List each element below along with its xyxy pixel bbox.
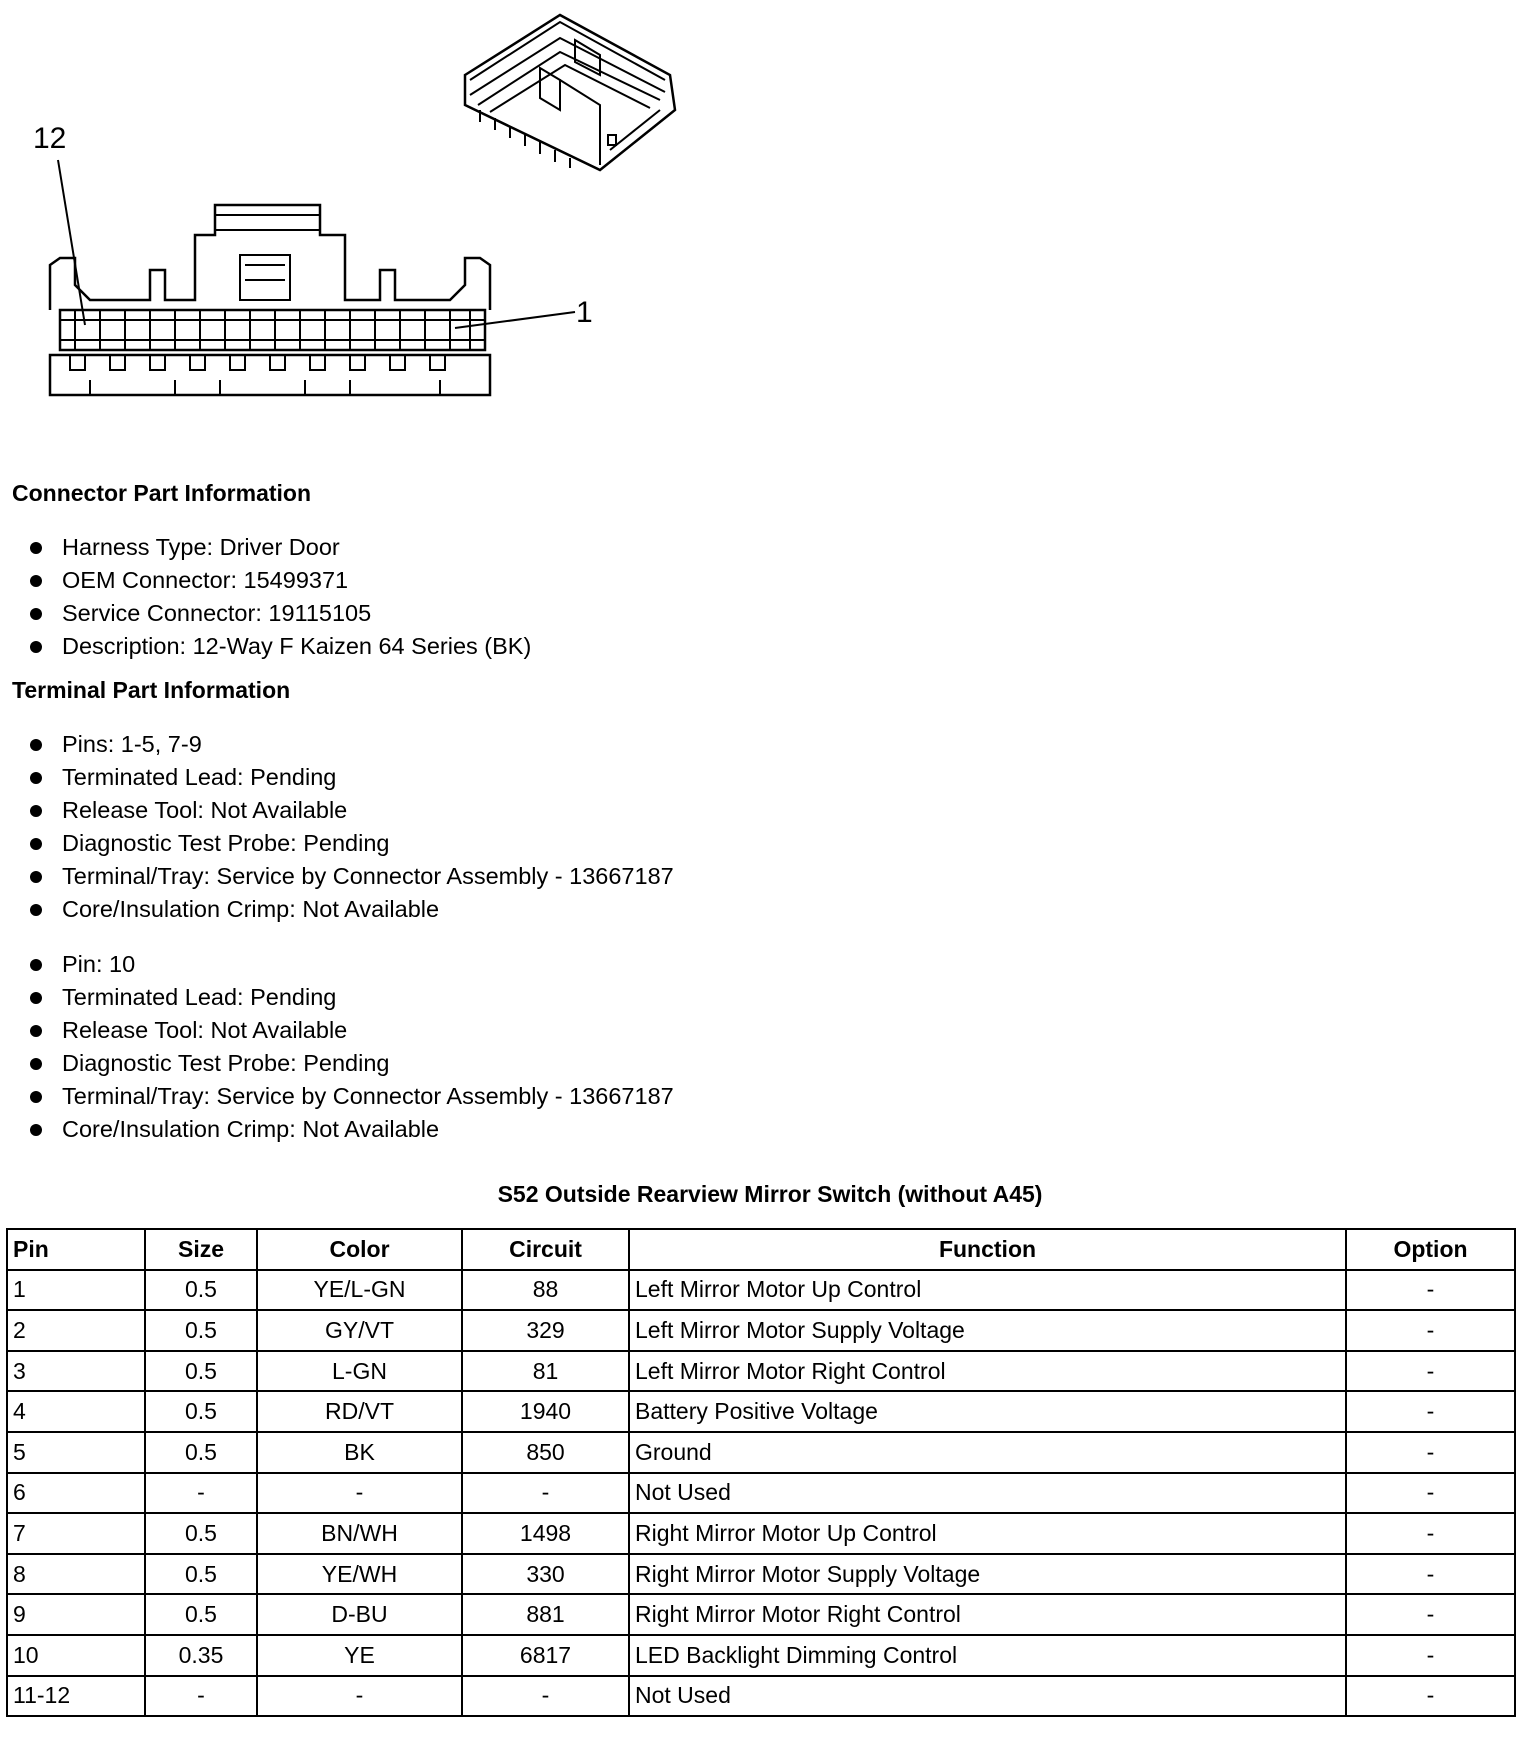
column-header-circuit: Circuit [462, 1229, 629, 1270]
connector-diagram [0, 0, 760, 420]
column-header-color: Color [257, 1229, 462, 1270]
list-item: Service Connector: 19115105 [28, 597, 531, 630]
table-row [7, 1351, 1515, 1392]
list-item: Terminal/Tray: Service by Connector Assembly - 13667187 [28, 1080, 674, 1113]
list-item: Pin: 10 [28, 948, 674, 981]
cell-function: Right Mirror Motor Up Control [629, 1513, 1346, 1554]
cell-circuit: 6817 [462, 1635, 629, 1676]
cell-option: - [1346, 1270, 1515, 1311]
list-item: OEM Connector: 15499371 [28, 564, 531, 597]
cell-pin: 2 [7, 1310, 145, 1351]
connector-info-list [28, 531, 531, 663]
cell-option: - [1346, 1554, 1515, 1595]
cell-size: 0.5 [145, 1270, 257, 1311]
cell-color: BN/WH [257, 1513, 462, 1554]
cell-option: - [1346, 1594, 1515, 1635]
cell-function: Left Mirror Motor Up Control [629, 1270, 1346, 1311]
callout-pin-1: 1 [576, 296, 593, 329]
cell-circuit: 850 [462, 1432, 629, 1473]
cell-option: - [1346, 1391, 1515, 1432]
list-item: Core/Insulation Crimp: Not Available [28, 1113, 674, 1146]
cell-option: - [1346, 1513, 1515, 1554]
cell-size: 0.5 [145, 1310, 257, 1351]
cell-circuit: 329 [462, 1310, 629, 1351]
cell-circuit: - [462, 1473, 629, 1514]
cell-size: - [145, 1473, 257, 1514]
cell-function: LED Backlight Dimming Control [629, 1635, 1346, 1676]
cell-pin: 8 [7, 1554, 145, 1595]
pinout-table [6, 1228, 1516, 1717]
cell-option: - [1346, 1676, 1515, 1717]
table-row [7, 1473, 1515, 1514]
list-item: Terminated Lead: Pending [28, 761, 674, 794]
cell-function: Right Mirror Motor Right Control [629, 1594, 1346, 1635]
cell-size: 0.5 [145, 1594, 257, 1635]
cell-color: - [257, 1473, 462, 1514]
cell-circuit: 88 [462, 1270, 629, 1311]
table-row [7, 1310, 1515, 1351]
cell-size: 0.5 [145, 1351, 257, 1392]
list-item: Terminated Lead: Pending [28, 981, 674, 1014]
cell-function: Ground [629, 1432, 1346, 1473]
list-item: Harness Type: Driver Door [28, 531, 531, 564]
table-title: S52 Outside Rearview Mirror Switch (without A45) [497, 1181, 1043, 1207]
list-item: Core/Insulation Crimp: Not Available [28, 893, 674, 926]
table-row [7, 1594, 1515, 1635]
cell-function: Not Used [629, 1676, 1346, 1717]
cell-pin: 9 [7, 1594, 145, 1635]
cell-color: RD/VT [257, 1391, 462, 1432]
connector-isometric-view [465, 15, 675, 170]
terminal-info-list-2 [28, 948, 674, 1146]
cell-circuit: 1498 [462, 1513, 629, 1554]
table-row [7, 1513, 1515, 1554]
table-row [7, 1554, 1515, 1595]
cell-size: - [145, 1676, 257, 1717]
list-item: Release Tool: Not Available [28, 1014, 674, 1047]
cell-color: YE [257, 1635, 462, 1676]
cell-option: - [1346, 1432, 1515, 1473]
cell-color: - [257, 1676, 462, 1717]
cell-function: Left Mirror Motor Supply Voltage [629, 1310, 1346, 1351]
cell-option: - [1346, 1635, 1515, 1676]
cell-color: D-BU [257, 1594, 462, 1635]
cell-size: 0.5 [145, 1391, 257, 1432]
cell-pin: 11-12 [7, 1676, 145, 1717]
column-header-size: Size [145, 1229, 257, 1270]
cell-color: L-GN [257, 1351, 462, 1392]
cell-size: 0.5 [145, 1554, 257, 1595]
cell-circuit: - [462, 1676, 629, 1717]
list-item: Diagnostic Test Probe: Pending [28, 1047, 674, 1080]
cell-circuit: 330 [462, 1554, 629, 1595]
cell-option: - [1346, 1351, 1515, 1392]
cell-circuit: 1940 [462, 1391, 629, 1432]
cell-pin: 10 [7, 1635, 145, 1676]
table-row [7, 1676, 1515, 1717]
terminal-info-list-1 [28, 728, 674, 926]
list-item: Terminal/Tray: Service by Connector Assembly - 13667187 [28, 860, 674, 893]
table-row [7, 1432, 1515, 1473]
callout-pin-12: 12 [33, 122, 67, 155]
cell-pin: 5 [7, 1432, 145, 1473]
cell-pin: 7 [7, 1513, 145, 1554]
cell-pin: 3 [7, 1351, 145, 1392]
column-header-pin: Pin [7, 1229, 145, 1270]
cell-pin: 4 [7, 1391, 145, 1432]
cell-function: Battery Positive Voltage [629, 1391, 1346, 1432]
column-header-function: Function [629, 1229, 1346, 1270]
cell-size: 0.5 [145, 1432, 257, 1473]
cell-option: - [1346, 1473, 1515, 1514]
table-row [7, 1270, 1515, 1311]
cell-color: GY/VT [257, 1310, 462, 1351]
cell-color: BK [257, 1432, 462, 1473]
cell-size: 0.35 [145, 1635, 257, 1676]
cell-circuit: 81 [462, 1351, 629, 1392]
cell-function: Not Used [629, 1473, 1346, 1514]
table-row [7, 1391, 1515, 1432]
leader-line-left [58, 160, 85, 325]
cell-option: - [1346, 1310, 1515, 1351]
table-row [7, 1635, 1515, 1676]
connector-info-title: Connector Part Information [12, 480, 312, 506]
list-item: Release Tool: Not Available [28, 794, 674, 827]
cell-pin: 1 [7, 1270, 145, 1311]
cell-function: Left Mirror Motor Right Control [629, 1351, 1346, 1392]
list-item: Description: 12-Way F Kaizen 64 Series (BK) [28, 630, 531, 663]
cell-pin: 6 [7, 1473, 145, 1514]
list-item: Diagnostic Test Probe: Pending [28, 827, 674, 860]
list-item: Pins: 1-5, 7-9 [28, 728, 674, 761]
cell-color: YE/WH [257, 1554, 462, 1595]
cell-color: YE/L-GN [257, 1270, 462, 1311]
cell-size: 0.5 [145, 1513, 257, 1554]
table-header-row [7, 1229, 1515, 1270]
cell-function: Right Mirror Motor Supply Voltage [629, 1554, 1346, 1595]
column-header-option: Option [1346, 1229, 1515, 1270]
terminal-info-title: Terminal Part Information [12, 677, 291, 703]
cell-circuit: 881 [462, 1594, 629, 1635]
connector-front-view [50, 205, 490, 395]
